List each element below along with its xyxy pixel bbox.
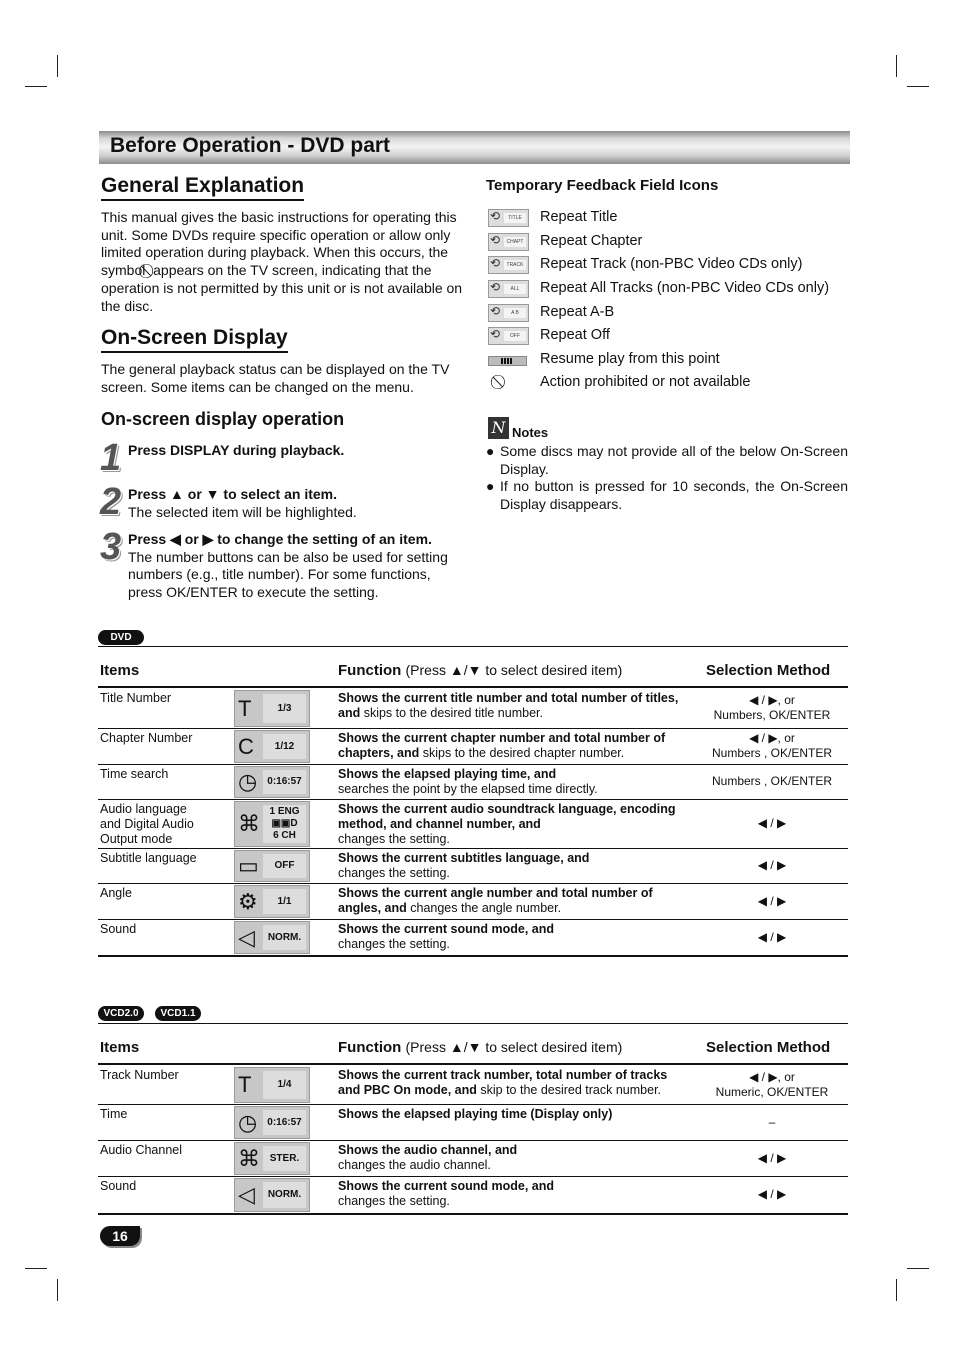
function-text: Shows the current track number, total number of tracks and PBC On mode, and skip to the desired track number.: [338, 1068, 668, 1097]
section-banner: [99, 131, 850, 164]
osd-display: [234, 1142, 310, 1175]
osd-value: 1/3: [263, 694, 306, 723]
general-text-after: appears on the TV screen, indicating that the operation is not permitted by this unit or is not available on the disc.: [101, 261, 463, 314]
osd-display: [234, 1067, 310, 1103]
feedback-label: Repeat Title: [540, 209, 618, 225]
clock-icon: ◷: [238, 769, 258, 794]
selection-method: ◀ / ▶, or Numeric, OK/ENTER: [715, 1069, 829, 1099]
function-note: (Press ▲/▼ to select desired item): [405, 662, 623, 678]
step-text: [128, 531, 466, 601]
osd-display: [234, 1178, 310, 1212]
function-text: Shows the current sound mode, and changes the setting.: [338, 1179, 554, 1208]
icon-text: TRACK: [504, 260, 526, 270]
feedback-label: Repeat A-B: [540, 304, 615, 320]
col-items-header: Items: [100, 662, 140, 679]
feedback-heading: Temporary Feedback Field Icons: [486, 177, 719, 194]
crop-mark: [896, 1279, 897, 1301]
selection-method: ◀ / ▶: [757, 1187, 787, 1201]
section-title: Before Operation - DVD part: [110, 134, 391, 157]
selection-method: ◀ / ▶: [757, 893, 787, 908]
crop-mark: [57, 1279, 58, 1301]
selection-method: –: [768, 1114, 776, 1129]
crop-mark: [57, 55, 58, 77]
repeat-all-icon: ⟲ ALL: [488, 280, 529, 298]
crop-mark: [896, 55, 897, 77]
feedback-label: Action prohibited or not available: [540, 374, 751, 390]
function-text: Shows the current angle number and total number of angles, and changes the angle number.: [338, 886, 653, 915]
item-name: Sound: [100, 922, 137, 936]
function-text: Shows the current chapter number and total number of chapters, and skips to the desired chapter number.: [338, 731, 666, 760]
icon-text: A B: [504, 308, 526, 318]
selection-method: ◀ / ▶, or Numbers , OK/ENTER: [711, 731, 833, 760]
note-text: If no button is pressed for 10 seconds, the On-Screen Display disappears.: [500, 478, 848, 512]
item-name: Chapter Number: [100, 731, 193, 745]
track-icon: T: [238, 1072, 252, 1097]
osd-value: 1/4: [263, 1071, 306, 1099]
title-icon: T: [238, 695, 252, 721]
general-text: [101, 209, 466, 316]
angle-camera-icon: ⚙: [238, 888, 258, 914]
step-number: 3: [100, 526, 122, 568]
repeat-ab-icon: ⟲ A B: [488, 304, 529, 322]
clock-icon: ◷: [238, 1109, 258, 1135]
step-number: 1: [100, 437, 122, 479]
col-function-header: [338, 662, 622, 679]
operation-heading: On-screen display operation: [101, 409, 345, 429]
function-text: Shows the current title number and total number of titles, and skips to the desired title number.: [338, 691, 679, 720]
osd-display: [234, 766, 310, 798]
speaker-icon: ◁: [238, 924, 255, 950]
item-name: Title Number: [100, 691, 172, 705]
osd-display: [234, 730, 310, 763]
function-note: (Press ▲/▼ to select desired item): [405, 1039, 623, 1055]
crop-mark: [907, 86, 929, 87]
item-name: Audio Channel: [100, 1143, 183, 1157]
feedback-label: Repeat All Tracks (non-PBC Video CDs only): [540, 280, 830, 296]
icon-text: OFF: [504, 331, 526, 341]
function-text: Shows the current audio soundtrack language, encoding method, and channel number, and changes the setting.: [338, 802, 676, 846]
icon-text: TITLE: [504, 213, 526, 223]
crop-mark: [25, 1268, 47, 1269]
feedback-label: Resume play from this point: [540, 351, 720, 367]
onscreen-heading: On-Screen Display: [101, 326, 288, 353]
subtitle-icon: ▭: [238, 853, 259, 878]
dvd-badge: DVD: [98, 630, 144, 645]
item-name: Angle: [100, 886, 132, 900]
col-selection-header: Selection Method: [706, 1039, 831, 1056]
selection-method: ◀ / ▶: [757, 929, 787, 944]
icon-text: ALL: [504, 284, 526, 294]
osd-display: [234, 850, 310, 882]
osd-display: [234, 690, 310, 727]
step-body: The number buttons can be also be used for setting numbers (e.g., title number). For some functions, press OK/ENTER to execute the setting.: [128, 548, 448, 600]
selection-method: Numbers , OK/ENTER: [711, 774, 833, 788]
step-title: Press DISPLAY during playback.: [128, 442, 345, 458]
selection-method: ◀ / ▶: [757, 858, 787, 872]
general-text-before: This manual gives the basic instructions for operating this unit. Some DVDs require specific operation or allow only limited operation during playback. When this occurs, the symbol: [101, 209, 457, 278]
repeat-chapter-icon: ⟲ CHAPT: [488, 233, 529, 251]
audio-icon: ⌘: [238, 1145, 260, 1171]
item-name: Time: [100, 1107, 128, 1121]
osd-value: 1/1: [263, 889, 306, 914]
function-label: Function: [338, 1039, 402, 1056]
vcd11-badge: VCD1.1: [155, 1006, 201, 1021]
col-function-header: [338, 1039, 622, 1056]
icon-text: CHAPT: [504, 237, 526, 247]
function-text: Shows the elapsed playing time (Display only): [338, 1107, 613, 1121]
step-number: 2: [100, 481, 122, 523]
step-text: [128, 486, 466, 521]
function-text: Shows the audio channel, and changes the audio channel.: [338, 1143, 518, 1172]
speaker-icon: ◁: [238, 1182, 255, 1207]
item-name: Subtitle language: [100, 851, 197, 865]
page-number: 16: [100, 1226, 140, 1246]
feedback-label: Repeat Chapter: [540, 233, 643, 249]
notes-heading: Notes: [512, 425, 549, 440]
note-item: ● Some discs may not provide all of the below On-Screen Display.: [486, 443, 848, 477]
osd-value: 1 ENG ▣▣D 6 CH: [263, 805, 306, 843]
vcd20-badge: VCD2.0: [98, 1006, 144, 1021]
note-item: ● If no button is pressed for 10 seconds, the On-Screen Display disappears.: [486, 478, 848, 512]
col-items-header: Items: [100, 1039, 140, 1056]
osd-value: 0:16:57: [263, 1110, 306, 1135]
step-title: Press ◀ or ▶ to change the setting of an item.: [128, 531, 432, 547]
feedback-label: Repeat Track (non-PBC Video CDs only): [540, 256, 803, 272]
item-name: Time search: [100, 767, 169, 781]
repeat-title-icon: ⟲ TITLE: [488, 209, 529, 227]
selection-method: ◀ / ▶: [757, 1150, 787, 1165]
function-text: Shows the current sound mode, and changes the setting.: [338, 922, 554, 951]
col-selection-header: Selection Method: [706, 662, 831, 679]
repeat-off-icon: ⟲ OFF: [488, 327, 529, 345]
step-title: Press ▲ or ▼ to select an item.: [128, 486, 338, 502]
repeat-track-icon: ⟲ TRACK: [488, 256, 529, 274]
osd-value: 0:16:57: [263, 770, 306, 794]
note-text: Some discs may not provide all of the below On-Screen Display.: [500, 443, 848, 477]
notes-icon: N: [488, 417, 509, 439]
step-text: [128, 442, 466, 460]
step-body: The selected item will be highlighted.: [128, 503, 357, 520]
osd-display: [234, 921, 310, 954]
osd-value: 1/12: [263, 734, 306, 759]
resume-icon: [488, 356, 527, 366]
osd-display: [234, 885, 310, 918]
item-name: Sound: [100, 1179, 137, 1193]
feedback-label: Repeat Off: [540, 327, 610, 343]
audio-icon: ⌘: [238, 811, 260, 836]
crop-mark: [907, 1268, 929, 1269]
chapter-icon: C: [238, 733, 254, 759]
function-text: Shows the current subtitles language, and changes the setting.: [338, 851, 590, 880]
crop-mark: [25, 86, 47, 87]
general-heading: General Explanation: [101, 174, 304, 201]
item-name: Audio language and Digital Audio Output mode: [100, 802, 194, 846]
selection-method: ◀ / ▶, or Numbers, OK/ENTER: [713, 693, 831, 722]
function-label: Function: [338, 662, 402, 679]
function-text: Shows the elapsed playing time, and searches the point by the elapsed time directly.: [338, 767, 598, 796]
osd-value: NORM.: [263, 1182, 306, 1208]
osd-value: OFF: [263, 854, 306, 878]
osd-value: STER.: [263, 1146, 306, 1171]
selection-method: ◀ / ▶: [757, 816, 787, 830]
onscreen-text: The general playback status can be displayed on the TV screen. Some items can be changed on the menu.: [101, 361, 450, 395]
osd-display: [234, 801, 310, 847]
osd-value: NORM.: [263, 925, 306, 950]
item-name: Track Number: [100, 1068, 179, 1082]
osd-display: [234, 1106, 310, 1139]
